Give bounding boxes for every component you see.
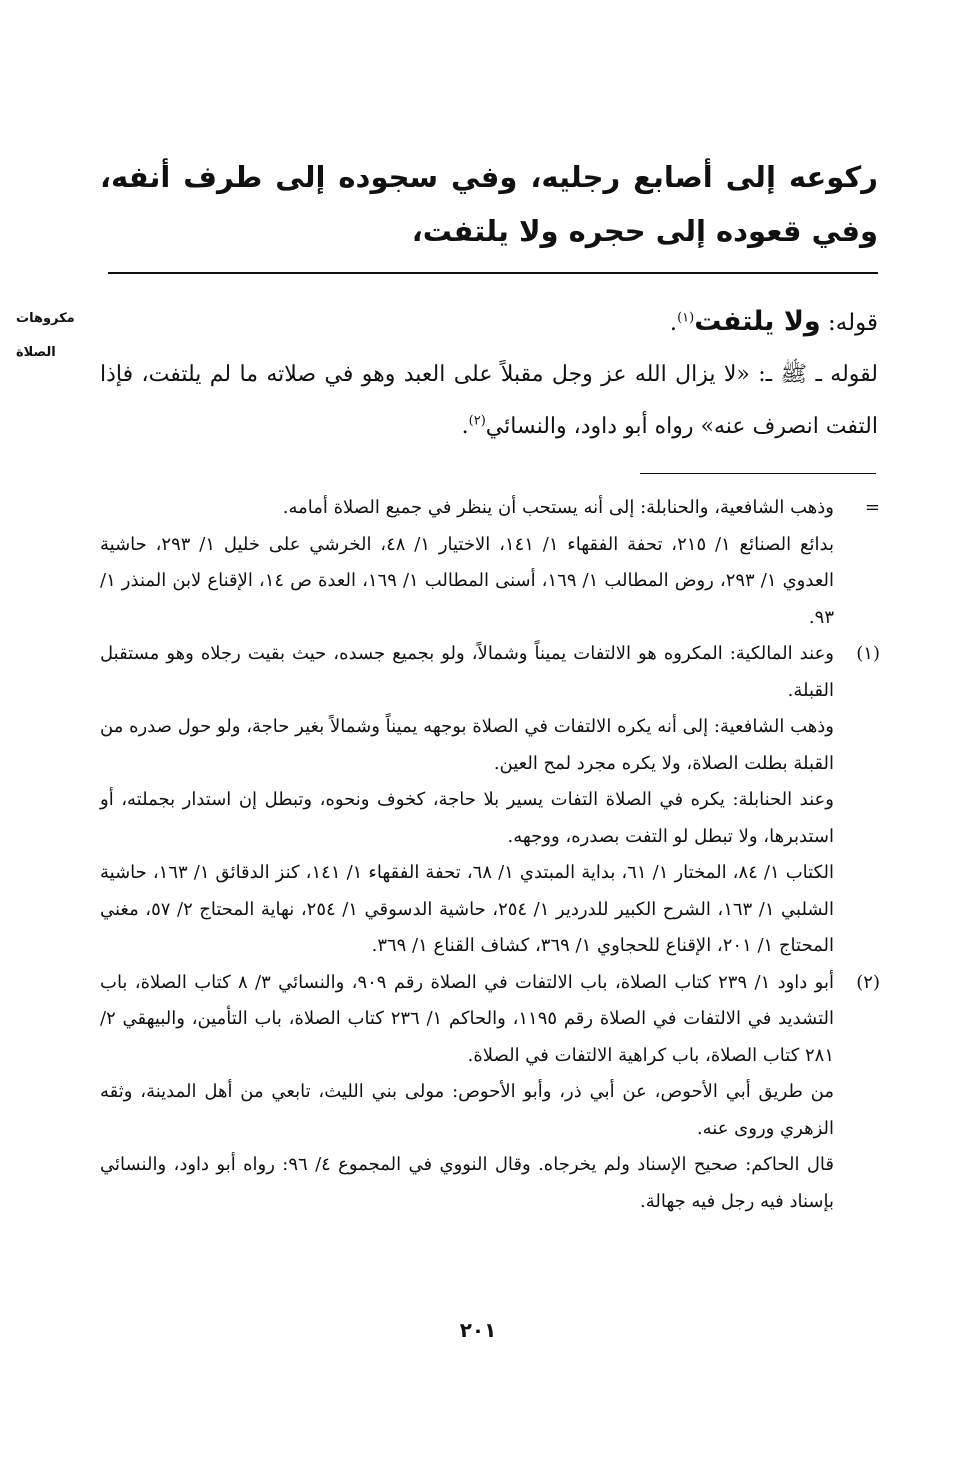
footnote-paragraph: من طريق أبي الأحوص، عن أبي ذر، وأبو الأحوص: مولى بني الليث، تابعي من أهل المدينة، وثقه الزهري وروى عنه. <box>100 1081 834 1139</box>
footnote-paragraph: وعند الحنابلة: يكره في الصلاة التفات يسير بلا حاجة، كخوف ونحوه، وتبطل إن استدار بجملته، أو استدبرها، ولا تبطل لو التفت بصدره، ووجهه. <box>100 789 834 847</box>
footnote-paragraph: بدائع الصنائع ١/ ٢١٥، تحفة الفقهاء ١/ ١٤١، الاختيار ١/ ٤٨، الخرشي على خليل ١/ ٢٩٣، حاشية العدوي ١/ ٢٩٣، روض المطالب ١/ ١٦٩، أسنى المطالب ١/ ١٦٩، العدة ص ١٤، الإقناع لابن المنذر ١/ ٩٣. <box>100 533 834 628</box>
footnote-body <box>100 636 834 965</box>
footnote-mark: = <box>864 497 880 518</box>
footnote-body <box>100 965 834 1221</box>
footnote-mark: (١) <box>856 643 880 664</box>
footnote-1 <box>100 636 880 965</box>
hadith-text: لقوله ـ ﷺ ـ: «لا يزال الله عز وجل مقبلاً على العبد وهو في صلاته ما لم يلتفت، فإذا التفت انصرف عنه» رواه أبو داود، والنسائي <box>100 362 878 439</box>
margin-note-line-1: مكروهات <box>16 311 75 326</box>
footnote-continued <box>100 490 880 636</box>
footnote-mark: (٢) <box>856 971 880 993</box>
qawluh-keyword: ولا يلتفت <box>694 306 821 337</box>
footnote-paragraph: قال الحاكم: صحيح الإسناد ولم يخرجاه. وقال النووي في المجموع ٤/ ٩٦: رواه أبو داود، والنسائي بإسناد فيه رجل فيه جهالة. <box>100 1154 834 1212</box>
main-text <box>100 150 878 258</box>
qawluh-end: . <box>669 310 678 336</box>
margin-note-line-2: الصلاة <box>16 345 56 360</box>
hadith-paragraph <box>100 349 878 453</box>
footnote-2 <box>100 965 880 1221</box>
footnote-ref-2: (٢) <box>468 413 486 429</box>
commentary-heading <box>100 296 878 349</box>
footnotes <box>100 490 880 1220</box>
main-text-content: ركوعه إلى أصابع رجليه، وفي سجوده إلى طرف أنفه، وفي قعوده إلى حجره ولا يلتفت، <box>100 160 878 248</box>
footnote-paragraph: وذهب الشافعية، والحنابلة: إلى أنه يستحب أن ينظر في جميع الصلاة أمامه. <box>282 497 834 518</box>
footnote-paragraph: وذهب الشافعية: إلى أنه يكره الالتفات في الصلاة بوجهه يميناً وشمالاً بغير حاجة، ولو حول صدره من القبلة بطلت الصلاة، ولا يكره مجرد لمح العين. <box>100 716 834 774</box>
footnote-body <box>100 490 834 636</box>
main-text-separator <box>108 272 878 274</box>
qawluh-prefix: قوله: <box>820 310 878 336</box>
commentary <box>100 296 878 453</box>
margin-note <box>16 302 92 370</box>
footnote-paragraph: وعند المالكية: المكروه هو الالتفات يميناً وشمالاً، ولو بجميع جسده، حيث بقيت رجلاه وهو مستقبل القبلة. <box>100 643 834 701</box>
hadith-end: . <box>461 414 469 439</box>
footnote-paragraph: أبو داود ١/ ٢٣٩ كتاب الصلاة، باب الالتفات في الصلاة رقم ٩٠٩، والنسائي ٣/ ٨ كتاب الصلاة، باب التشديد في الالتفات في الصلاة رقم ١١٩٥، والحاكم ١/ ٢٣٦ كتاب الصلاة، باب التأمين، والبيهقي ٢/ ٢٨١ كتاب الصلاة، باب كراهية الالتفات في الصلاة. <box>100 971 834 1066</box>
page-number: ٢٠١ <box>459 1318 497 1342</box>
footnote-separator <box>640 473 876 474</box>
footnote-paragraph: الكتاب ١/ ٨٤، المختار ١/ ٦١، بداية المبتدي ١/ ٦٨، تحفة الفقهاء ١/ ١٤١، كنز الدقائق ١/ ١٦٣، حاشية الشلبي ١/ ١٦٣، الشرح الكبير للدردير ١/ ٢٥٤، حاشية الدسوقي ١/ ٢٥٤، نهاية المحتاج ٢/ ٥٧، مغني المحتاج ١/ ٢٠١، الإقناع للحجاوي ١/ ٣٦٩، كشاف القناع ١/ ٣٦٩. <box>100 862 834 956</box>
footnote-ref-1: (١) <box>677 310 695 326</box>
